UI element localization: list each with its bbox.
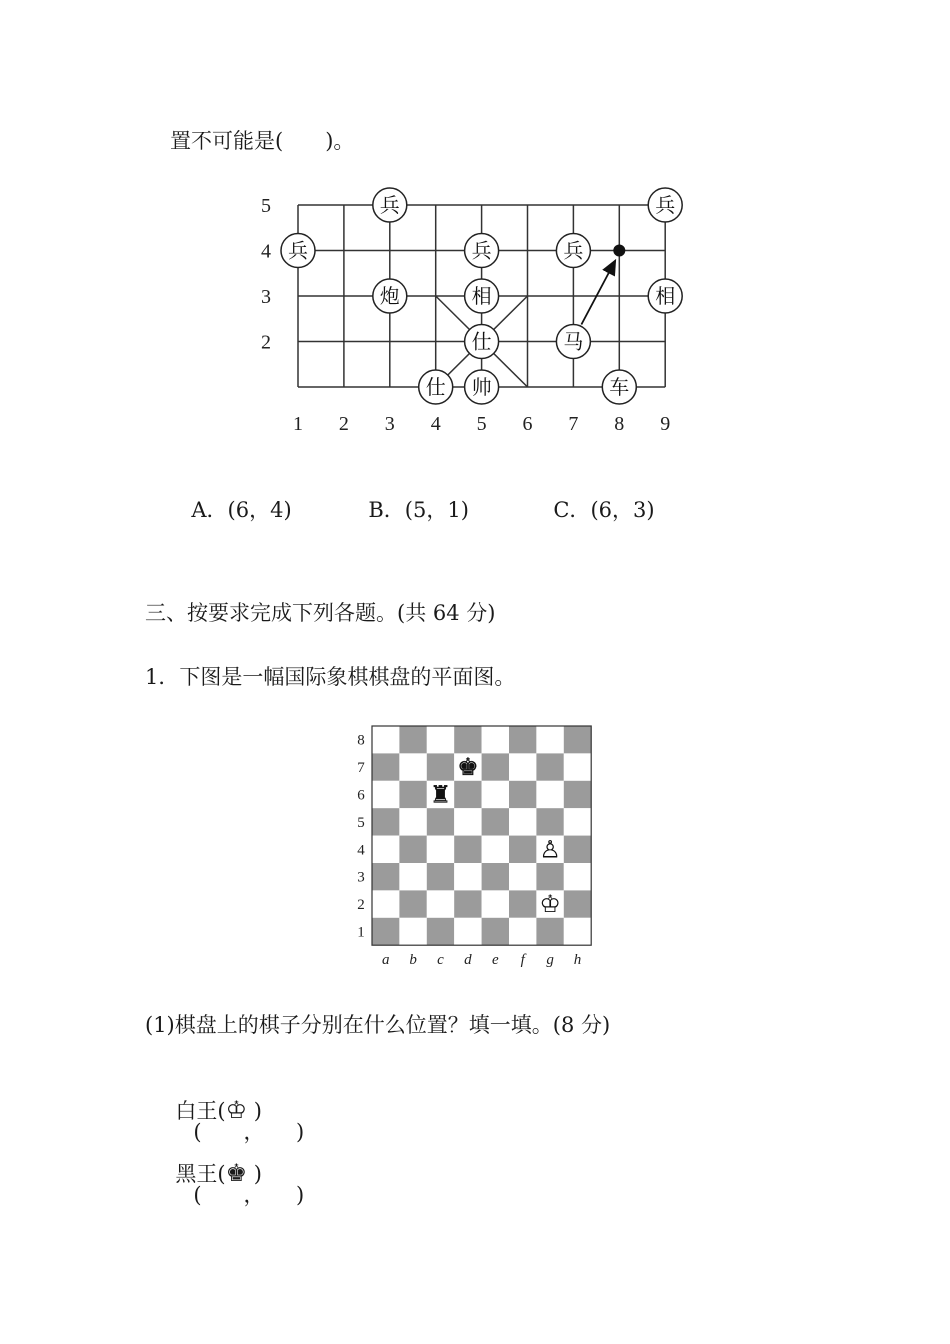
option-b-letter: B． <box>368 498 405 522</box>
board-square <box>564 863 591 890</box>
black-rook-icon: ♜ <box>429 780 452 809</box>
rank-label: 8 <box>357 732 365 749</box>
board-square <box>399 726 426 753</box>
board-square <box>564 781 591 808</box>
board-square <box>427 918 454 945</box>
rank-label: 7 <box>357 760 365 777</box>
board-square <box>427 808 454 835</box>
option-b-value: (5，1) <box>404 498 469 522</box>
board-square <box>372 808 399 835</box>
board-square <box>509 753 536 780</box>
board-square <box>509 726 536 753</box>
piece-label: 相 <box>471 284 492 308</box>
board-square <box>536 726 563 753</box>
file-label: d <box>464 952 472 968</box>
board-square <box>509 808 536 835</box>
piece-label: 帅 <box>471 375 492 399</box>
x-axis-label: 4 <box>430 413 441 435</box>
board-square <box>509 781 536 808</box>
board-square <box>427 753 454 780</box>
answer-row-white-king <box>162 1077 304 1143</box>
answer-label-prefix: 黑王( <box>175 1162 226 1186</box>
answer-label-suffix: ) <box>247 1099 262 1123</box>
file-label: g <box>546 952 554 968</box>
rank-label: 2 <box>357 897 365 914</box>
board-square <box>399 808 426 835</box>
board-square <box>454 808 481 835</box>
board-square <box>482 753 509 780</box>
board-square <box>454 836 481 863</box>
file-label: b <box>409 952 417 968</box>
board-square <box>564 836 591 863</box>
black-king-icon: ♚ <box>457 753 479 782</box>
x-axis-label: 3 <box>384 413 395 435</box>
board-square <box>454 863 481 890</box>
piece-label: 兵 <box>471 238 492 263</box>
piece-label: 兵 <box>655 193 676 217</box>
board-square <box>454 918 481 945</box>
board-square <box>482 918 509 945</box>
board-square <box>372 863 399 890</box>
question-1-text: 1．下图是一幅国际象棋棋盘的平面图。 <box>145 665 516 689</box>
answer-row-black-king <box>162 1140 304 1206</box>
board-square <box>564 890 591 917</box>
rank-label: 3 <box>357 869 365 886</box>
file-label: c <box>437 952 444 968</box>
board-square <box>509 918 536 945</box>
board-square <box>536 781 563 808</box>
board-square <box>482 863 509 890</box>
board-square <box>399 863 426 890</box>
board-square <box>536 753 563 780</box>
x-axis-label: 9 <box>660 413 671 435</box>
answer-blank[interactable]: ( ， ) <box>193 1183 305 1207</box>
black-king-icon: ♚ <box>225 1159 248 1187</box>
board-square <box>372 918 399 945</box>
board-square <box>536 808 563 835</box>
option-c-value: (6，3) <box>590 498 655 522</box>
board-square <box>427 726 454 753</box>
board-square <box>427 836 454 863</box>
rank-label: 5 <box>357 814 365 831</box>
board-square <box>399 918 426 945</box>
board-square <box>482 890 509 917</box>
board-square <box>482 808 509 835</box>
piece-label: 车 <box>609 375 630 399</box>
piece-label: 相 <box>655 284 676 308</box>
file-label: e <box>491 952 499 968</box>
white-king-icon: ♔ <box>539 890 561 919</box>
y-axis-label: 5 <box>261 195 271 217</box>
board-square <box>564 753 591 780</box>
piece-label: 仕 <box>471 329 492 354</box>
board-square <box>564 726 591 753</box>
x-axis-label: 7 <box>568 413 579 435</box>
y-axis-label: 3 <box>261 286 271 308</box>
board-square <box>427 863 454 890</box>
piece-label: 兵 <box>288 238 308 263</box>
board-square <box>372 753 399 780</box>
option-c-letter: C． <box>553 498 591 522</box>
board-square <box>454 781 481 808</box>
piece-label: 兵 <box>379 193 400 217</box>
board-square <box>372 890 399 917</box>
answer-label-suffix: ) <box>247 1162 262 1186</box>
y-axis-label: 2 <box>261 331 271 354</box>
board-square <box>509 863 536 890</box>
rank-label: 1 <box>357 924 365 941</box>
board-square <box>399 781 426 808</box>
rank-label: 6 <box>357 787 365 804</box>
white-king-icon: ♔ <box>225 1096 248 1124</box>
x-axis-label: 2 <box>338 413 349 435</box>
board-square <box>536 863 563 890</box>
file-label: h <box>573 952 582 968</box>
piece-label: 兵 <box>563 238 584 263</box>
file-label: f <box>520 952 525 968</box>
answer-blank[interactable]: ( ， ) <box>193 1120 305 1144</box>
board-square <box>399 890 426 917</box>
board-square <box>454 890 481 917</box>
sub-question-1: (1)棋盘上的棋子分别在什么位置？填一填。(8 分) <box>145 1013 611 1037</box>
x-axis-label: 8 <box>614 413 625 435</box>
board-square <box>564 808 591 835</box>
file-label: a <box>381 952 390 968</box>
piece-label: 仕 <box>425 375 446 399</box>
answer-label-prefix: 白王( <box>175 1099 226 1123</box>
board-square <box>372 781 399 808</box>
board-square <box>482 836 509 863</box>
piece-label: 马 <box>563 329 584 354</box>
board-square <box>372 836 399 863</box>
rank-label: 4 <box>357 842 365 859</box>
x-axis-label: 1 <box>293 413 303 435</box>
board-square <box>509 890 536 917</box>
option-a-letter: A． <box>191 498 228 522</box>
board-square <box>454 726 481 753</box>
board-square <box>536 918 563 945</box>
section-title: 三、按要求完成下列各题。(共 64 分) <box>145 601 496 625</box>
white-pawn-icon: ♙ <box>539 835 561 864</box>
x-axis-label: 6 <box>522 413 533 435</box>
x-axis-label: 5 <box>476 413 487 435</box>
board-square <box>399 836 426 863</box>
question-tail: 置不可能是( )。 <box>170 129 355 153</box>
y-axis-label: 4 <box>261 240 271 263</box>
option-a-value: (6，4) <box>227 498 292 522</box>
board-square <box>564 918 591 945</box>
board-square <box>482 781 509 808</box>
board-square <box>427 890 454 917</box>
board-square <box>509 836 536 863</box>
board-square <box>482 726 509 753</box>
piece-label: 炮 <box>379 284 400 308</box>
board-square <box>372 726 399 753</box>
board-square <box>399 753 426 780</box>
